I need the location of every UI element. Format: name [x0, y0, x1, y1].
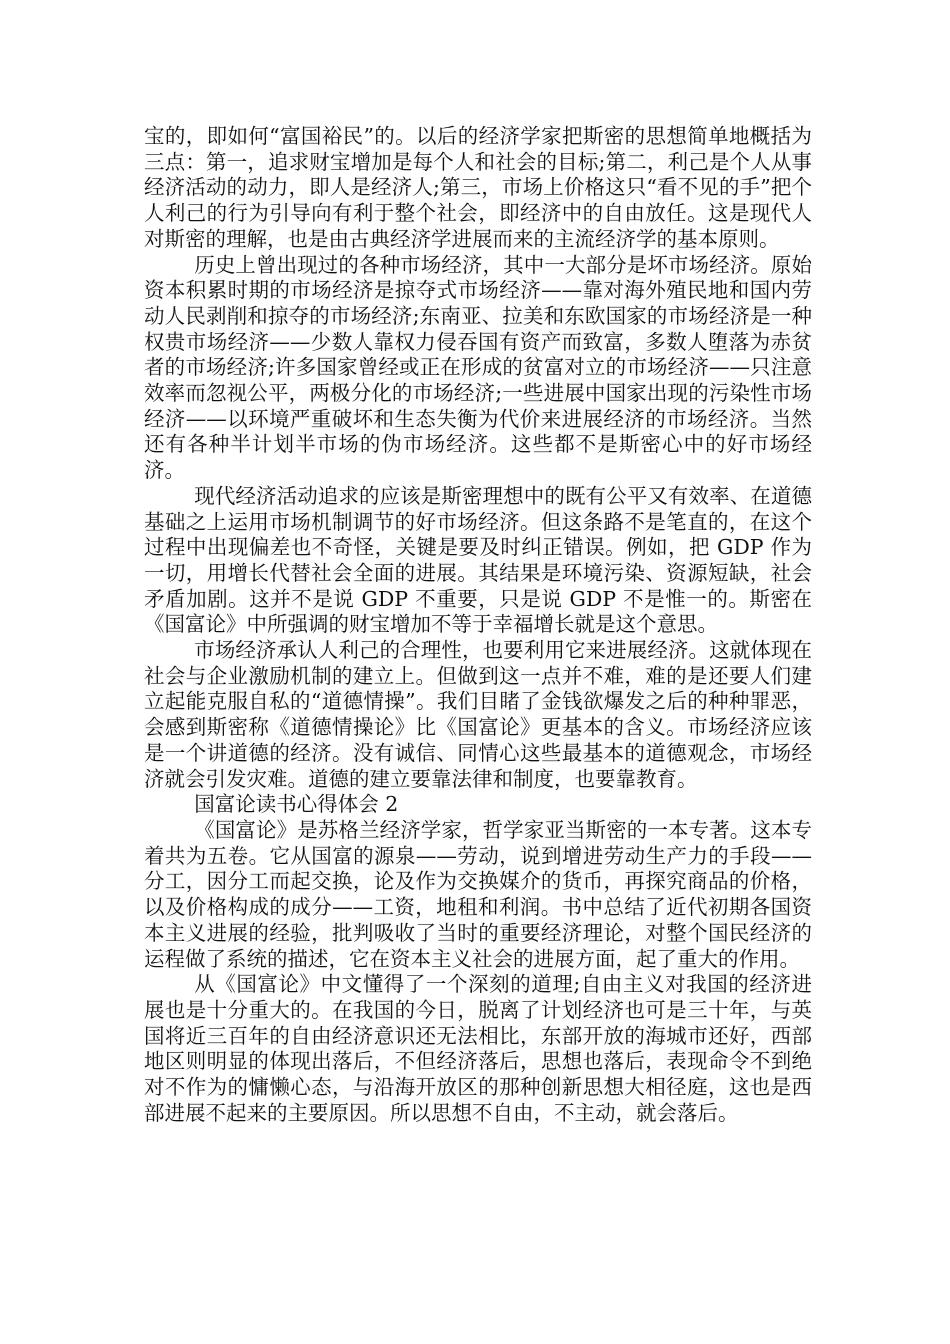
paragraph-bad-market-economy: 历史上曾出现过的各种市场经济，其中一大部分是坏市场经济。原始资本积累时期的市场经济是掠夺式市场经济——靠对海外殖民地和国内劳动人民剥削和掠夺的市场经济;东南亚、拉美和东欧国家的市场经济是一种权贵市场经济——少数人靠权力侵吞国有资产而致富，多数人堕落为赤贫者的市场经济;许多国家曾经或正在形成的贫富对立的市场经济——只注意效率而忽视公平，两极分化的市场经济;一些进展中国家出现的污染性市场经济——以环境严重破坏和生态失衡为代价来进展经济的市场经济。当然还有各种半计划半市场的伪市场经济。这些都不是斯密心中的好市场经济。 — [144, 252, 812, 483]
paragraph-good-market-economy: 现代经济活动追求的应该是斯密理想中的既有公平又有效率、在道德基础之上运用市场机制调节的好市场经济。但这条路不是笔直的，在这个过程中出现偏差也不奇怪，关键是要及时纠正错误。例如，把 GDP 作为一切，用增长代替社会全面的进展。其结果是环境污染、资源短缺，社会矛盾加剧。这并不是说 GDP 不重要，只是说 GDP 不是惟一的。斯密在《国富论》中所强调的财宝增加不等于幸福增长就是这个意思。 — [144, 483, 812, 637]
document-page — [144, 124, 812, 1126]
paragraph-continuation: 宝的，即如何“富国裕民”的。以后的经济学家把斯密的思想简单地概括为三点：第一，追求财宝增加是每个人和社会的目标;第二，利己是个人从事经济活动的动力，即人是经济人;第三，市场上价格这只“看不见的手”把个人利己的行为引导向有利于整个社会，即经济中的自由放任。这是现代人对斯密的理解，也是由古典经济学进展而来的主流经济学的基本原则。 — [144, 124, 812, 251]
paragraph-wealth-of-nations-intro: 《国富论》是苏格兰经济学家，哲学家亚当斯密的一本专著。这本专着共为五卷。它从国富的源泉——劳动，说到增进劳动生产力的手段——分工，因分工而起交换，论及作为交换媒介的货币，再探究商品的价格，以及价格构成的成分——工资，地租和利润。书中总结了近代初期各国资本主义进展的经验，批判吸收了当时的重要经济理论，对整个国民经济的运程做了系统的描述，它在资本主义社会的进展方面，起了重大的作用。 — [144, 817, 812, 971]
paragraph-liberalism-lesson: 从《国富论》中文懂得了一个深刻的道理;自由主义对我国的经济进展也是十分重大的。在我国的今日，脱离了计划经济也可是三十年，与英国将近三百年的自由经济意识还无法相比，东部开放的海城市还好，西部地区则明显的体现出落后，不但经济落后，思想也落后，表现命令不到绝对不作为的慵懒心态，与沿海开放区的那种创新思想大相径庭，这也是西部进展不起来的主要原因。所以思想不自由，不主动，就会落后。 — [144, 972, 812, 1125]
paragraph-moral-sentiments: 市场经济承认人利己的合理性，也要利用它来进展经济。这就体现在社会与企业激励机制的建立上。但做到这一点并不难，难的是还要人们建立起能克服自私的“道德情操”。我们目睹了金钱欲爆发之后的种种罪恶，会感到斯密称《道德情操论》比《国富论》更基本的含义。市场经济应该是一个讲道德的经济。没有诚信、同情心这些最基本的道德观念，市场经济就会引发灾难。道德的建立要靠法律和制度，也要靠教育。 — [144, 638, 812, 791]
section-heading: 国富论读书心得体会 2 — [194, 792, 399, 817]
